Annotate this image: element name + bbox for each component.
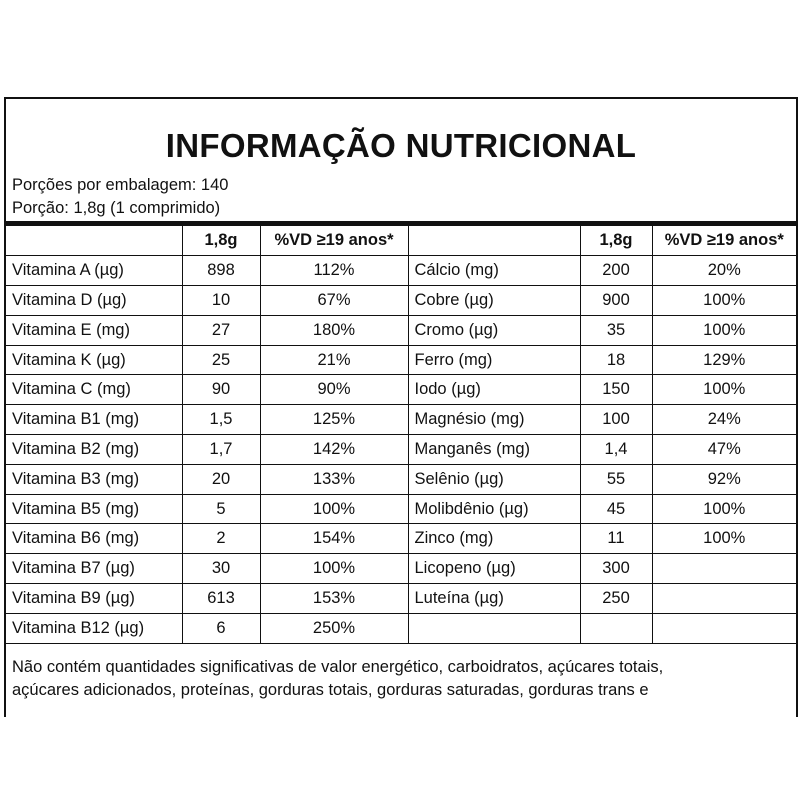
nutrient-amount: 1,7 — [182, 435, 260, 465]
nutrient-name — [408, 613, 580, 643]
nutrient-dv: 100% — [652, 494, 796, 524]
serving-size: Porção: 1,8g (1 comprimido) — [12, 199, 221, 217]
nutrient-amount: 5 — [182, 494, 260, 524]
nutrient-amount: 100 — [580, 405, 652, 435]
table-row — [6, 315, 796, 345]
nutrient-amount: 1,4 — [580, 435, 652, 465]
nutrient-dv: 24% — [652, 405, 796, 435]
nutrient-dv: 154% — [260, 524, 408, 554]
nutrient-name: Vitamina A (µg) — [6, 256, 182, 286]
nutrient-name: Vitamina D (µg) — [6, 286, 182, 316]
nutrient-name: Vitamina E (mg) — [6, 315, 182, 345]
nutrient-dv — [652, 554, 796, 584]
nutrient-amount: 55 — [580, 464, 652, 494]
nutrient-amount: 27 — [182, 315, 260, 345]
nutrient-name: Molibdênio (µg) — [408, 494, 580, 524]
nutrient-dv: 67% — [260, 286, 408, 316]
nutrient-name: Vitamina B5 (mg) — [6, 494, 182, 524]
nutrient-name: Ferro (mg) — [408, 345, 580, 375]
footnote-line-1: Não contém quantidades significativas de valor energético, carboidratos, açúcares totais, — [12, 658, 664, 676]
nutrient-dv: 133% — [260, 464, 408, 494]
nutrient-amount: 150 — [580, 375, 652, 405]
nutrient-dv: 142% — [260, 435, 408, 465]
nutrient-dv: 100% — [260, 494, 408, 524]
header-nutrient-left — [6, 226, 182, 256]
nutrient-amount: 250 — [580, 584, 652, 614]
nutrient-amount: 90 — [182, 375, 260, 405]
nutrient-name: Vitamina K (µg) — [6, 345, 182, 375]
table-body — [6, 256, 796, 643]
nutrient-amount: 30 — [182, 554, 260, 584]
nutrient-amount: 300 — [580, 554, 652, 584]
nutrient-name: Vitamina C (mg) — [6, 375, 182, 405]
table-row — [6, 464, 796, 494]
table-header-row — [6, 226, 796, 256]
nutrient-amount: 898 — [182, 256, 260, 286]
label-title: INFORMAÇÃO NUTRICIONAL — [165, 127, 637, 164]
nutrient-dv: 100% — [260, 554, 408, 584]
nutrient-name: Luteína (µg) — [408, 584, 580, 614]
nutrient-amount: 35 — [580, 315, 652, 345]
nutrient-amount: 18 — [580, 345, 652, 375]
table-row — [6, 375, 796, 405]
nutrient-name: Cobre (µg) — [408, 286, 580, 316]
nutrient-dv: 112% — [260, 256, 408, 286]
nutrient-amount: 20 — [182, 464, 260, 494]
nutrient-dv: 20% — [652, 256, 796, 286]
footnote — [12, 656, 792, 702]
header-amount-right: 1,8g — [580, 226, 652, 256]
nutrient-dv: 47% — [652, 435, 796, 465]
nutrition-label — [4, 97, 798, 717]
servings-per-package: Porções por embalagem: 140 — [12, 176, 229, 194]
nutrient-amount: 45 — [580, 494, 652, 524]
nutrient-name: Iodo (µg) — [408, 375, 580, 405]
nutrient-amount: 6 — [182, 613, 260, 643]
nutrient-dv: 129% — [652, 345, 796, 375]
nutrient-name: Vitamina B3 (mg) — [6, 464, 182, 494]
nutrient-dv: 90% — [260, 375, 408, 405]
nutrient-amount: 1,5 — [182, 405, 260, 435]
nutrient-amount: 613 — [182, 584, 260, 614]
table-row — [6, 286, 796, 316]
nutrient-name: Vitamina B9 (µg) — [6, 584, 182, 614]
header-amount-left: 1,8g — [182, 226, 260, 256]
nutrient-dv: 153% — [260, 584, 408, 614]
header-dv-left: %VD ≥19 anos* — [260, 226, 408, 256]
nutrient-dv: 100% — [652, 286, 796, 316]
nutrient-dv — [652, 613, 796, 643]
nutrient-name: Cromo (µg) — [408, 315, 580, 345]
nutrient-amount: 2 — [182, 524, 260, 554]
nutrient-amount: 200 — [580, 256, 652, 286]
table-row — [6, 554, 796, 584]
nutrient-dv — [652, 584, 796, 614]
nutrient-name: Vitamina B1 (mg) — [6, 405, 182, 435]
header-dv-right: %VD ≥19 anos* — [652, 226, 796, 256]
nutrient-amount: 25 — [182, 345, 260, 375]
nutrient-name: Vitamina B2 (mg) — [6, 435, 182, 465]
nutrient-amount: 900 — [580, 286, 652, 316]
table-row — [6, 613, 796, 643]
nutrition-table — [6, 226, 796, 644]
nutrient-dv: 100% — [652, 315, 796, 345]
nutrient-name: Zinco (mg) — [408, 524, 580, 554]
nutrient-name: Magnésio (mg) — [408, 405, 580, 435]
table-row — [6, 405, 796, 435]
nutrient-dv: 125% — [260, 405, 408, 435]
nutrient-name: Vitamina B6 (mg) — [6, 524, 182, 554]
nutrient-name: Vitamina B7 (µg) — [6, 554, 182, 584]
footnote-line-2: açúcares adicionados, proteínas, gorduras totais, gorduras saturadas, gorduras trans e — [12, 681, 649, 699]
nutrient-amount: 10 — [182, 286, 260, 316]
table-row — [6, 345, 796, 375]
nutrient-amount — [580, 613, 652, 643]
nutrient-dv: 100% — [652, 375, 796, 405]
nutrient-name: Cálcio (mg) — [408, 256, 580, 286]
table-row — [6, 494, 796, 524]
table-row — [6, 256, 796, 286]
nutrient-name: Licopeno (µg) — [408, 554, 580, 584]
table-row — [6, 435, 796, 465]
nutrient-name: Selênio (µg) — [408, 464, 580, 494]
nutrient-dv: 21% — [260, 345, 408, 375]
nutrient-name: Manganês (mg) — [408, 435, 580, 465]
nutrient-dv: 250% — [260, 613, 408, 643]
header-nutrient-right — [408, 226, 580, 256]
nutrient-amount: 11 — [580, 524, 652, 554]
table-row — [6, 524, 796, 554]
nutrient-name: Vitamina B12 (µg) — [6, 613, 182, 643]
nutrient-dv: 100% — [652, 524, 796, 554]
nutrient-dv: 92% — [652, 464, 796, 494]
table-row — [6, 584, 796, 614]
nutrient-dv: 180% — [260, 315, 408, 345]
